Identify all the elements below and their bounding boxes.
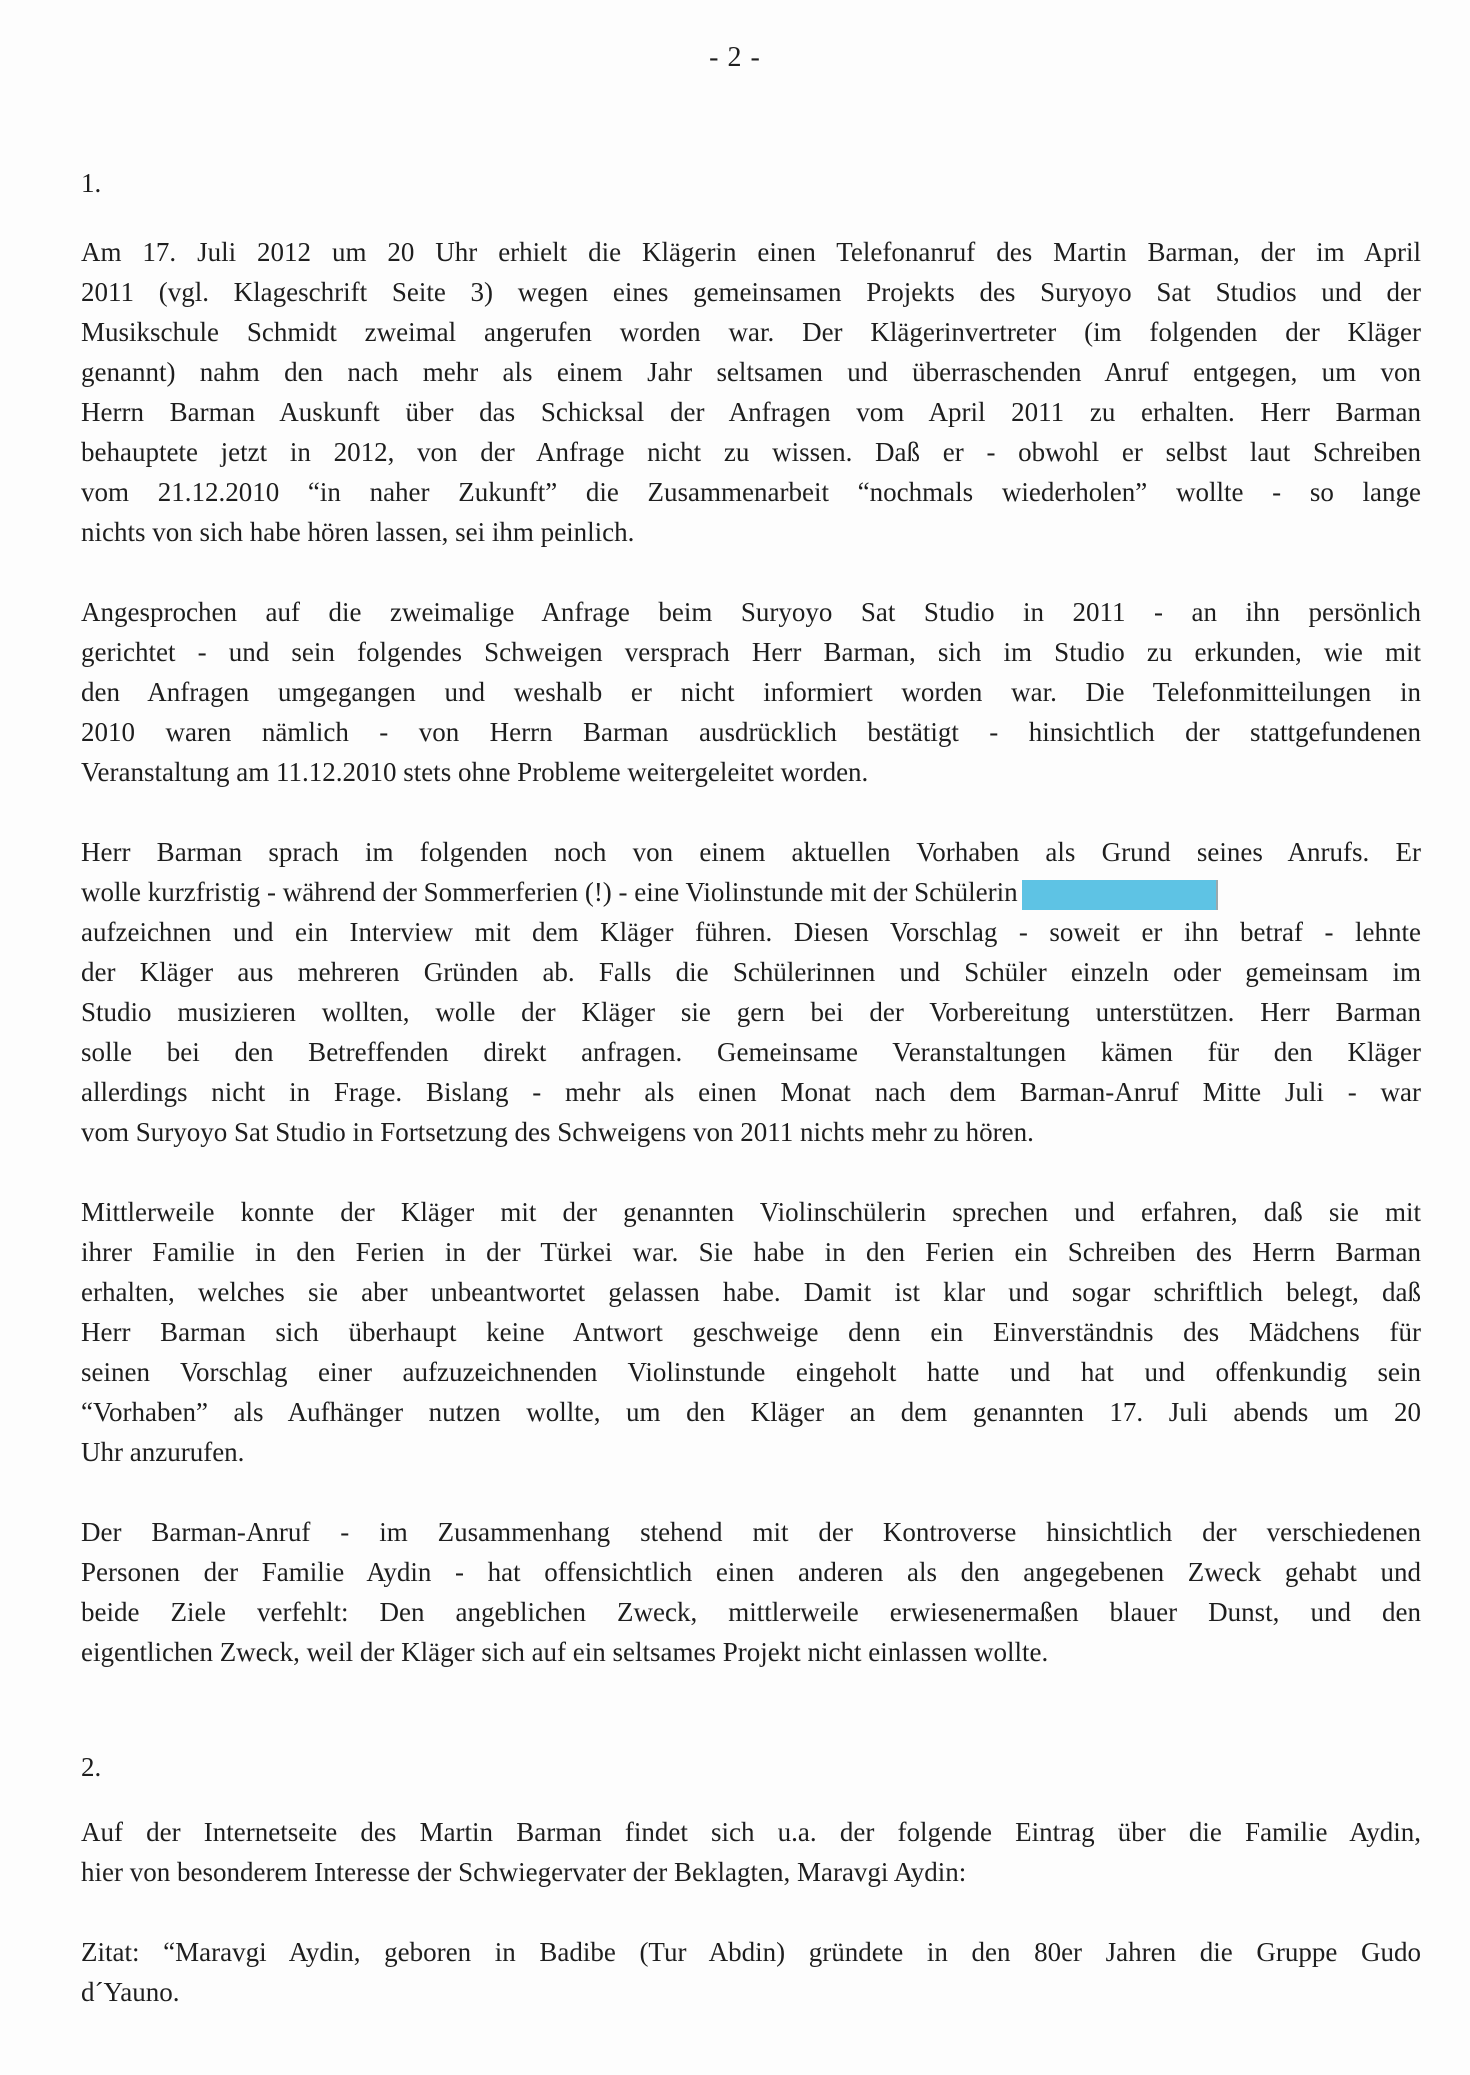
- text-line: aufzeichnen und ein Interview mit dem Kläger führen. Diesen Vorschlag - soweit er ihn betraf - lehnte: [81, 917, 1421, 947]
- text-line: den Anfragen umgegangen und weshalb er nicht informiert worden war. Die Telefonmitteilungen in: [81, 677, 1421, 707]
- text-line: Veranstaltung am 11.12.2010 stets ohne Probleme weitergeleitet worden.: [81, 757, 869, 787]
- text-line: behauptete jetzt in 2012, von der Anfrage nicht zu wissen. Daß er - obwohl er selbst laut Schreiben: [81, 437, 1421, 467]
- text-line-fragment: wolle kurzfristig - während der Sommerferien (!) - eine Violinstunde mit der Schülerin: [81, 877, 1018, 907]
- text-line: 2011 (vgl. Klageschrift Seite 3) wegen eines gemeinsamen Projekts des Suryoyo Sat Studios und der: [81, 277, 1421, 307]
- text-line: solle bei den Betreffenden direkt anfragen. Gemeinsame Veranstaltungen kämen für den Kläger: [81, 1037, 1421, 1067]
- paragraph-2: [81, 592, 1421, 792]
- section-number-1: 1.: [81, 168, 102, 198]
- text-line: Herr Barman sprach im folgenden noch von einem aktuellen Vorhaben als Grund seines Anrufs. Er: [81, 837, 1421, 867]
- quote-paragraph: [81, 1932, 1421, 2012]
- text-line: vom Suryoyo Sat Studio in Fortsetzung des Schweigens von 2011 nichts mehr zu hören.: [81, 1117, 1034, 1147]
- text-line: nichts von sich habe hören lassen, sei ihm peinlich.: [81, 517, 635, 547]
- text-line: ihrer Familie in den Ferien in der Türkei war. Sie habe in den Ferien ein Schreiben des Herrn Barman: [81, 1237, 1421, 1267]
- text-line-with-redaction: [81, 872, 1421, 912]
- text-line: Am 17. Juli 2012 um 20 Uhr erhielt die Klägerin einen Telefonanruf des Martin Barman, der im April: [81, 237, 1421, 267]
- text-line: hier von besonderem Interesse der Schwiegervater der Beklagten, Maravgi Aydin:: [81, 1857, 967, 1887]
- paragraph-6: [81, 1812, 1421, 1892]
- redaction-mark: [1022, 880, 1218, 910]
- paragraph-4: [81, 1192, 1421, 1472]
- text-line: gerichtet - und sein folgendes Schweigen versprach Herr Barman, sich im Studio zu erkunden, wie mit: [81, 637, 1421, 667]
- text-line: vom 21.12.2010 “in naher Zukunft” die Zusammenarbeit “nochmals wiederholen” wollte - so lange: [81, 477, 1421, 507]
- text-line: der Kläger aus mehreren Gründen ab. Falls die Schülerinnen und Schüler einzeln oder gemeinsam im: [81, 957, 1421, 987]
- text-line: eigentlichen Zweck, weil der Kläger sich auf ein seltsames Projekt nicht einlassen wollte.: [81, 1637, 1049, 1667]
- paragraph-3: [81, 832, 1421, 1152]
- text-line: allerdings nicht in Frage. Bislang - mehr als einen Monat nach dem Barman-Anruf Mitte Juli - war: [81, 1077, 1421, 1107]
- text-line: Mittlerweile konnte der Kläger mit der genannten Violinschülerin sprechen und erfahren, daß sie mit: [81, 1197, 1421, 1227]
- text-line: Personen der Familie Aydin - hat offensichtlich einen anderen als den angegebenen Zweck gehabt und: [81, 1557, 1421, 1587]
- page-number: - 2 -: [709, 42, 761, 73]
- text-line: Studio musizieren wollten, wolle der Kläger sie gern bei der Vorbereitung unterstützen. Herr Barman: [81, 997, 1421, 1027]
- text-line: Der Barman-Anruf - im Zusammenhang stehend mit der Kontroverse hinsichtlich der verschiedenen: [81, 1517, 1421, 1547]
- text-line: Herrn Barman Auskunft über das Schicksal der Anfragen vom April 2011 zu erhalten. Herr Barman: [81, 397, 1421, 427]
- text-line: beide Ziele verfehlt: Den angeblichen Zweck, mittlerweile erwiesenermaßen blauer Dunst, und den: [81, 1597, 1421, 1627]
- text-line: Herr Barman sich überhaupt keine Antwort geschweige denn ein Einverständnis des Mädchens für: [81, 1317, 1421, 1347]
- text-line: Musikschule Schmidt zweimal angerufen worden war. Der Klägerinvertreter (im folgenden der Kläger: [81, 317, 1421, 347]
- text-line: erhalten, welches sie aber unbeantwortet gelassen habe. Damit ist klar und sogar schriftlich belegt, daß: [81, 1277, 1421, 1307]
- text-line: 2010 waren nämlich - von Herrn Barman ausdrücklich bestätigt - hinsichtlich der stattgefundenen: [81, 717, 1421, 747]
- text-line: Uhr anzurufen.: [81, 1437, 245, 1467]
- text-line: d´Yauno.: [81, 1977, 180, 2007]
- text-line: Angesprochen auf die zweimalige Anfrage beim Suryoyo Sat Studio in 2011 - an ihn persönlich: [81, 597, 1421, 627]
- text-line: Zitat: “Maravgi Aydin, geboren in Badibe (Tur Abdin) gründete in den 80er Jahren die Gruppe Gudo: [81, 1937, 1421, 1967]
- paragraph-5: [81, 1512, 1421, 1672]
- section-number-2: 2.: [81, 1752, 102, 1782]
- text-line: Auf der Internetseite des Martin Barman findet sich u.a. der folgende Eintrag über die Familie Aydin,: [81, 1817, 1421, 1847]
- text-line: “Vorhaben” als Aufhänger nutzen wollte, um den Kläger an dem genannten 17. Juli abends um 20: [81, 1397, 1421, 1427]
- paragraph-1: [81, 232, 1421, 552]
- text-line: genannt) nahm den nach mehr als einem Jahr seltsamen und überraschenden Anruf entgegen, um von: [81, 357, 1421, 387]
- text-line: seinen Vorschlag einer aufzuzeichnenden Violinstunde eingeholt hatte und hat und offenkundig sein: [81, 1357, 1421, 1387]
